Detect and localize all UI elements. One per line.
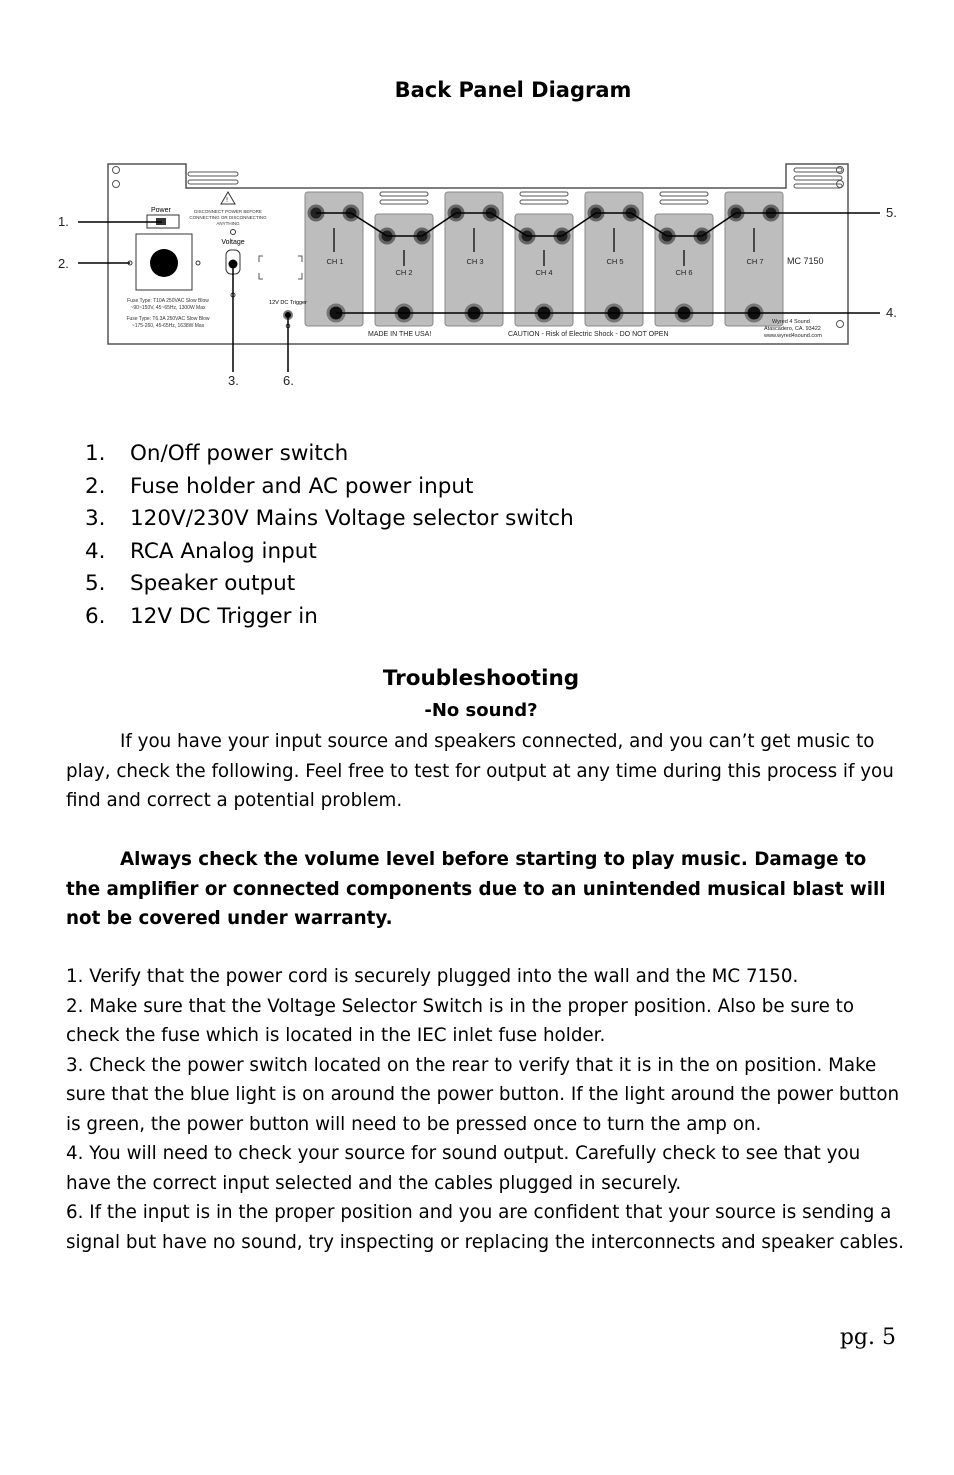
fuse-spec: Fuse Type: T10A 250VAC Slow Blow [127,298,209,304]
disconnect-warning: ANYTHING [216,221,240,226]
disconnect-warning: CONNECTING OR DISCONNECTING [189,215,267,220]
legend-item: 2. Fuse holder and AC power input [85,473,474,499]
legend-item: 5. Speaker output [85,571,296,596]
step-item: 1. Verify that the power cord is securely plugged into the wall and the MC 7150. [66,966,799,987]
diagram-title: Back Panel Diagram [394,78,632,102]
fuse-holder [150,249,178,277]
trigger-label: 12V DC Trigger [269,300,307,306]
model-label: MC 7150 [787,256,824,266]
no-sound-subheading: -No sound? [424,700,538,721]
warning-icon-mark: ! [225,196,229,204]
component-legend [85,438,574,633]
channel-label: CH 3 [466,257,484,266]
step-item: 2. Make sure that the Voltage Selector Switch is in the proper position. Also be sure to check the fuse which is located in the IEC inlet fuse holder. [66,995,855,1046]
caution-label: CAUTION - Risk of Electric Shock - DO NOT OPEN [508,331,669,338]
volume-warning: Always check the volume level before starting to play music. Damage to the amplifier or connected components due to an unintended musical blast will not be covered under warranty. [66,849,886,929]
page-number: pg. 5 [839,1325,896,1350]
step-item: 4. You will need to check your source for sound output. Carefully check to see that you have the correct input selected and the cables plugged in securely. [66,1143,861,1194]
troubleshooting-steps [66,962,906,1257]
legend-item: 3. 120V/230V Mains Voltage selector switch [85,506,574,531]
fuse-spec: Fuse Type: T6.3A 250VAC Slow Blow [126,316,210,322]
channel-label: CH 5 [606,257,624,266]
address-line: www.wyred4sound.com [764,333,822,339]
callout-number-5: 5. [886,205,897,220]
legend-item: 1. On/Off power switch [85,441,349,466]
callout-number-1: 1. [58,214,69,229]
legend-item: 6. 12V DC Trigger in [85,603,318,629]
channel-label: CH 6 [675,268,693,277]
callout-number-2: 2. [58,256,69,271]
callout-number-6: 6. [283,373,294,388]
legend-item: 4. RCA Analog input [85,538,317,564]
fuse-spec: ~175-260, 45-65Hz, 1638W Max [131,323,205,329]
disconnect-warning: DISCONNECT POWER BEFORE [194,209,262,214]
step-item: 3. Check the power switch located on the rear to verify that it is in the on position. Make sure that the blue light is on around the power button. If the light around the power button is green, the power button will need to be pressed once to turn the amp on. [66,1054,900,1135]
troubleshooting-heading: Troubleshooting [382,666,580,691]
channel-label: CH 4 [535,268,553,277]
back-panel-diagram [50,152,910,397]
step-item: 6. If the input is in the proper position and you are confident that your source is sending a signal but have no sound, try inspecting or replacing the interconnects and speaker cables. [66,1202,904,1253]
intro-paragraph: If you have your input source and speakers connected, and you can’t get music to play, check the following. Feel free to test for output at any time during this process if you find and correct a potential problem. [66,731,894,811]
channel-label: CH 2 [395,268,413,277]
made-in-label: MADE IN THE USA! [368,331,432,338]
channel-label: CH 7 [746,257,764,266]
address-line: Wyred 4 Sound [772,319,810,325]
callout-number-3: 3. [228,373,239,388]
address-line: Atascadero, CA. 93422 [764,326,821,332]
callout-number-4: 4. [886,305,897,320]
fuse-spec: ~90~150V, 45~65Hz, 1300W Max [130,305,206,311]
voltage-label: Voltage [221,239,245,246]
power-label: Power [151,207,171,214]
channel-label: CH 1 [326,257,344,266]
